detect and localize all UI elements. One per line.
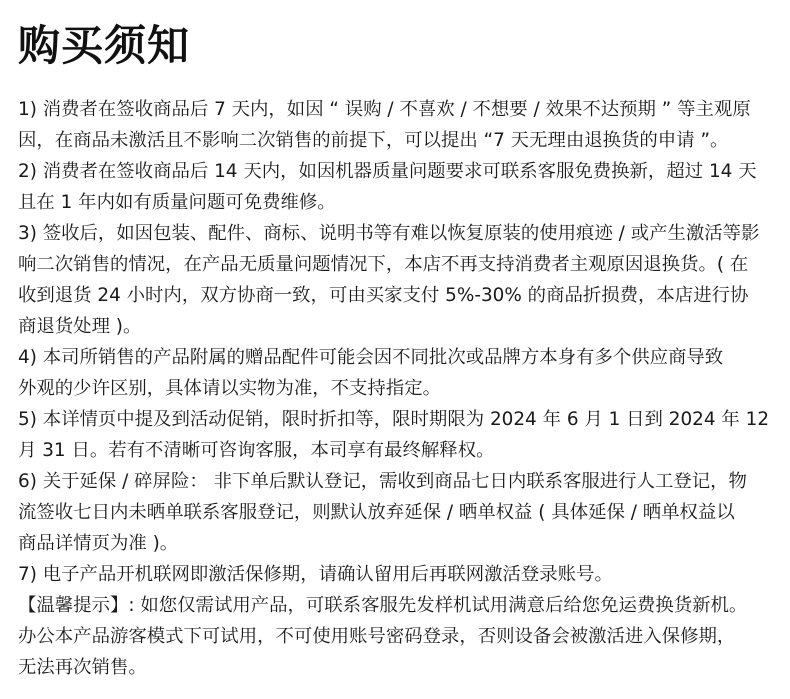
notice-line: 1) 消费者在签收商品后 7 天内，如因 “ 误购 / 不喜欢 / 不想要 / 效果不达预期 ” 等主观原 <box>18 99 751 120</box>
notice-line: 收到退货 24 小时内，双方协商一致，可由买家支付 5%-30% 的商品折损费，本店进行协 <box>18 285 749 306</box>
notice-line: 办公本产品游客模式下可试用，不可使用账号密码登录，否则设备会被激活进入保修期， <box>18 626 736 647</box>
notice-line: 因，在商品未激活且不影响二次销售的前提下，可以提出 “7 天无理由退换货的申请 ”。 <box>18 130 729 151</box>
notice-line: 外观的少许区别，具体请以实物为准，不支持指定。 <box>18 378 441 399</box>
notice-line: 7) 电子产品开机联网即激活保修期，请确认留用后再联网激活登录账号。 <box>18 564 613 585</box>
notice-line: 2) 消费者在签收商品后 14 天内，如因机器质量问题要求可联系客服免费换新，超过 14 天 <box>18 161 757 182</box>
notice-line: 商退货处理 )。 <box>18 316 142 337</box>
notice-line: 3) 签收后，如因包装、配件、商标、说明书等有难以恢复原装的使用痕迹 / 或产生激活等影 <box>18 223 760 244</box>
notice-line: 响二次销售的情况，在产品无质量问题情况下，本店不再支持消费者主观原因退换货。( 在 <box>18 254 749 275</box>
notice-line: 【温馨提示】: 如您仅需试用产品，可联系客服先发样机试用满意后给您免运费换货新机。 <box>18 595 748 616</box>
page-title: 购买须知 <box>18 21 191 70</box>
notice-line: 且在 1 年内如有质量问题可免费维修。 <box>18 192 336 213</box>
notice-line: 无法再次销售。 <box>18 657 147 678</box>
notice-line: 5) 本详情页中提及到活动促销，限时折扣等，限时期限为 2024 年 6 月 1 日到 2024 年 12 <box>18 409 770 430</box>
notice-line: 4) 本司所销售的产品附属的赠品配件可能会因不同批次或品牌方本身有多个供应商导致 <box>18 347 724 368</box>
notice-line: 月 31 日。若有不清晰可咨询客服，本司享有最终解释权。 <box>18 440 495 461</box>
notice-line: 6) 关于延保 / 碎屏险： 非下单后默认登记，需收到商品七日内联系客服进行人工登记，物 <box>18 471 747 492</box>
notice-line: 商品详情页为准 )。 <box>18 533 179 554</box>
notice-line: 流签收七日内未晒单联系客服登记，则默认放弃延保 / 晒单权益 ( 具体延保 / 晒单权益以 <box>18 502 735 523</box>
notice-list <box>18 94 772 683</box>
